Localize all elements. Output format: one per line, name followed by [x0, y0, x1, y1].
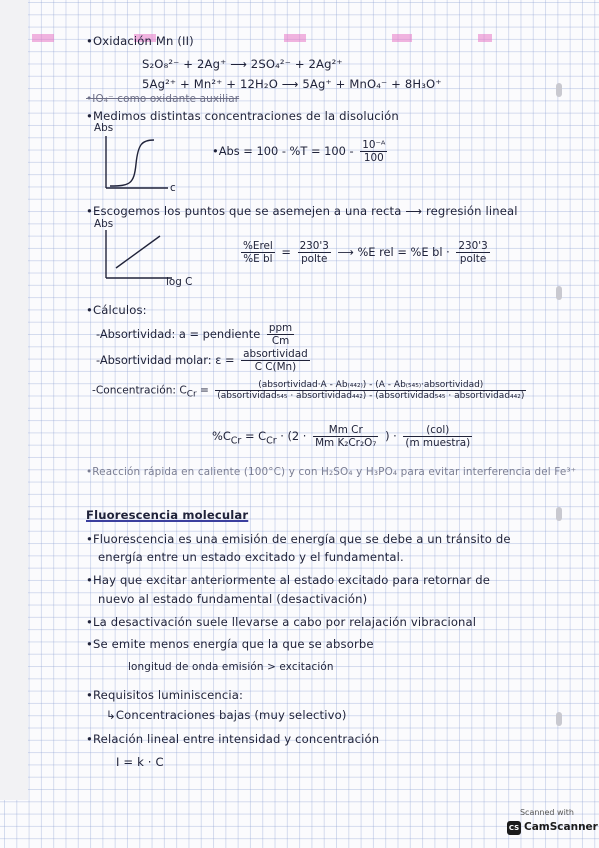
- binder-hole-2: [556, 286, 562, 300]
- molar-fraction-den: C C(Mn): [254, 361, 297, 373]
- graph1-xlabel: c: [170, 182, 176, 194]
- note-line: •Requisitos luminiscencia:: [86, 688, 244, 702]
- reaction-1: S₂O₈²⁻ + 2Ag⁺ ⟶ 2SO₄²⁻ + 2Ag²⁺: [142, 57, 343, 71]
- abs-fraction-num: 10⁻ᴬ: [362, 139, 386, 151]
- graph2-ylabel: Abs: [94, 218, 114, 230]
- highlight-mark-1: [32, 34, 54, 42]
- percent-lhs-sub: Cr: [230, 435, 242, 447]
- concentration-fraction: [215, 380, 526, 401]
- sigmoid-graph: [100, 132, 180, 198]
- note-line: •Se emite menos energía que la que se absorbe: [86, 637, 374, 651]
- note-line: •Oxidación Mn (II): [86, 34, 194, 48]
- error-fraction-3-num: 230'3: [458, 240, 488, 252]
- concentration-fraction-num: (absortividad·A - Ab₍₄₄₂₎) - (A - Ab₍₅₄₅₎·absortividad): [215, 380, 526, 391]
- note-line: •Cálculos:: [86, 303, 147, 317]
- concentration-fraction-den: (absortividad₅₄₅ · absortividad₄₄₂) - (absortividad₅₄₅ · absortividad₄₄₂): [217, 391, 525, 401]
- abs-fraction: [360, 139, 387, 164]
- percent-mult: · (2 ·: [280, 429, 307, 443]
- absortividad-fraction-num: ppm: [268, 322, 293, 334]
- molar-fraction: [241, 348, 310, 373]
- abs-equation-lhs: •Abs = 100 - %T = 100 -: [212, 144, 354, 158]
- percent-mid-sub: Cr: [266, 435, 277, 447]
- note-line: •Hay que excitar anteriormente al estado excitado para retornar de: [86, 573, 491, 587]
- percent-fraction-1: [313, 424, 378, 449]
- absortividad-label: -Absortividad: a = pendiente: [96, 327, 261, 341]
- percent-lhs: %C: [212, 429, 231, 443]
- error-arrow: ⟶ %E rel =: [337, 245, 407, 259]
- note-line: nuevo al estado fundamental (desactivación): [98, 592, 368, 606]
- molar-equation: [96, 348, 313, 373]
- concentration-equation: [92, 380, 529, 401]
- error-fraction-2-den: polte: [301, 253, 328, 265]
- section-heading: Fluorescencia molecular: [86, 508, 249, 522]
- error-fraction-1-den: %E bl: [243, 253, 273, 265]
- error-fraction-1-num: %Erel: [243, 240, 273, 252]
- error-equation: [238, 240, 493, 265]
- molar-fraction-num: absortividad: [243, 348, 308, 360]
- note-line: •Medimos distintas concentraciones de la disolución: [86, 109, 399, 123]
- crossed-note: •IO₄⁻ como oxidante auxiliar: [86, 93, 240, 105]
- error-fraction-3: [456, 240, 489, 265]
- note-line: •Relación lineal entre intensidad y concentración: [86, 732, 380, 746]
- note-line: energía entre un estado excitado y el fundamental.: [98, 550, 404, 564]
- concentration-equals: =: [199, 384, 209, 397]
- percent-fraction-1-num: Mm Cr: [313, 424, 378, 437]
- reaction-2: 5Ag²⁺ + Mn²⁺ + 12H₂O ⟶ 5Ag⁺ + MnO₄⁻ + 8H₃O⁺: [142, 77, 442, 91]
- concentration-label: -Concentración: C: [92, 384, 187, 397]
- error-fraction-3-den: polte: [459, 253, 487, 265]
- percent-fraction-2-den: (m muestra): [405, 437, 471, 449]
- percent-equation: [212, 424, 475, 449]
- scanner-badge: [505, 808, 598, 840]
- concentration-sub: Cr: [186, 389, 197, 400]
- molar-label: -Absortividad molar: ε =: [96, 353, 235, 367]
- percent-close: ) ·: [385, 429, 397, 443]
- note-line: I = k · C: [116, 755, 164, 769]
- absortividad-fraction-den: Cm: [271, 335, 290, 347]
- page-margin: [0, 0, 28, 800]
- note-line: ↳Concentraciones bajas (muy selectivo): [106, 708, 347, 722]
- absortividad-equation: [96, 322, 297, 347]
- graph1-ylabel: Abs: [94, 122, 114, 134]
- scanner-name: CamScanner: [524, 821, 598, 833]
- absortividad-fraction: [267, 322, 294, 347]
- note-line: •Escogemos los puntos que se asemejen a una recta ⟶ regresión lineal: [86, 204, 518, 218]
- percent-mid: = C: [244, 429, 267, 443]
- note-line: •Fluorescencia es una emisión de energía que se debe a un tránsito de: [86, 532, 511, 546]
- abs-equation: [212, 139, 390, 164]
- error-fraction-2-num: 230'3: [299, 240, 329, 252]
- percent-fraction-2: [403, 424, 472, 449]
- note-line: longitud de onda emisión > excitación: [128, 661, 334, 673]
- graph2-xlabel: log C: [166, 276, 193, 288]
- error-fraction-1: [241, 240, 275, 265]
- note-line: •Reacción rápida en caliente (100°C) y con H₂SO₄ y H₃PO₄ para evitar interferencia del Fe³⁺: [86, 466, 577, 478]
- error-fraction-2: [298, 240, 331, 265]
- camscanner-logo-icon: CS: [507, 821, 521, 835]
- percent-fraction-2-num: (col): [403, 424, 472, 437]
- scanner-top-text: Scanned with: [519, 808, 575, 817]
- note-line: •La desactivación suele llevarse a cabo por relajación vibracional: [86, 615, 477, 629]
- abs-fraction-den: 100: [363, 152, 384, 164]
- error-mid: %E bl ·: [410, 245, 450, 259]
- error-equals: =: [281, 245, 291, 259]
- percent-fraction-1-den: Mm K₂Cr₂O₇: [315, 437, 377, 449]
